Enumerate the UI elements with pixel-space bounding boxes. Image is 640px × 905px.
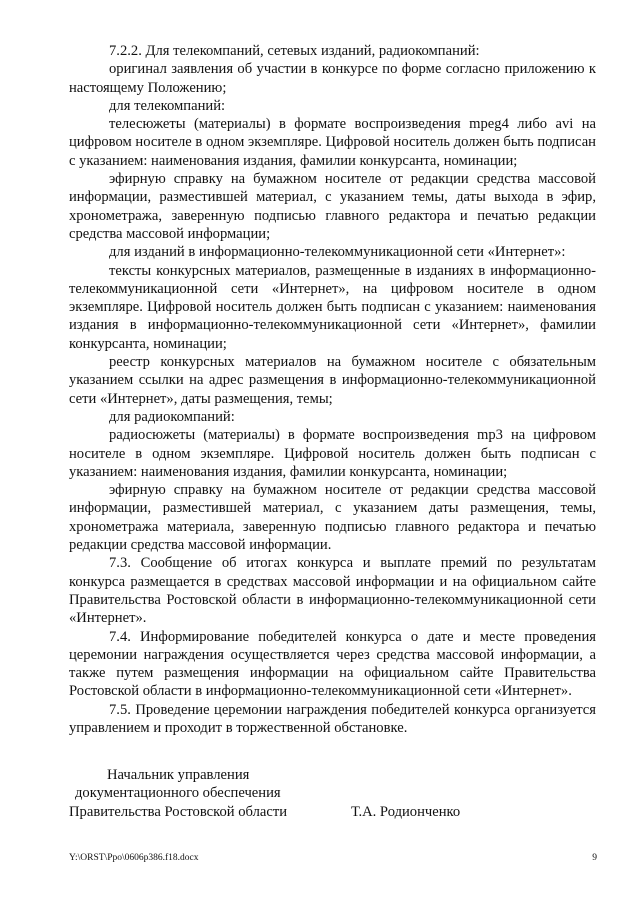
paragraph-radio-materials: радиосюжеты (материалы) в формате воспроизведения mp3 на цифровом носителе в одном экземпляре. Цифровой носитель должен быть подписан с указанием: наименования издания, фамилии конкурсанта, номинации; [69, 427, 596, 480]
paragraph-7-2-2-heading: 7.2.2. Для телекомпаний, сетевых изданий, радиокомпаний: [109, 43, 480, 59]
page-footer [69, 852, 597, 864]
footer-file-path: Y:\ORST\Ppo\0606p386.f18.docx [69, 853, 199, 863]
signature-organization: Правительства Ростовской области [69, 803, 288, 820]
paragraph-internet-registry: реестр конкурсных материалов на бумажном носителе с обязательным указанием ссылки на адрес размещения в информационно-телекоммуникационной сети «Интернет», даты размещения, темы; [69, 354, 596, 407]
paragraph-tv-heading: для телекомпаний: [109, 97, 226, 114]
paragraph-7-5: 7.5. Проведение церемонии награждения победителей конкурса организуется управлением и проходит в торжественной обстановке. [69, 701, 596, 736]
paragraph-tv-broadcast-certificate: эфирную справку на бумажном носителе от редакции средства массовой информации, разместившей материал, с указанием темы, даты выхода в эфир, хронометража, заверенную подписью главного редактора и печатью редакции средства массовой информации; [69, 171, 596, 242]
paragraph-radio-heading: для радиокомпаний: [109, 408, 235, 425]
signature-title-line-1: Начальник управления [107, 767, 250, 783]
paragraph-7-3: 7.3. Сообщение об итогах конкурса и выплате премий по результатам конкурса размещается в средствах массовой информации и на официальном сайте Правительства Ростовской области в информационно-телекоммуникационной сети «Интернет». [69, 555, 596, 627]
paragraph-7-4: 7.4. Информирование победителей конкурса о дате и месте проведения церемонии награждения осуществляется через средства массовой информации, а также путем размещения информации на официальном сайте Правительства Ростовской области в информационно-телекоммуникационной сети «Интернет». [69, 628, 596, 700]
page-number: 9 [592, 853, 597, 863]
paragraph-internet-heading: для изданий в информационно-телекоммуникационной сети «Интернет»: [109, 244, 566, 261]
paragraph-tv-materials: телесюжеты (материалы) в формате воспроизведения mpeg4 либо avi на цифровом носителе в одном экземпляре. Цифровой носитель должен быть подписан с указанием: наименования издания, фамилии конкурсанта, номинации; [69, 116, 596, 169]
paragraph-radio-broadcast-certificate: эфирную справку на бумажном носителе от редакции средства массовой информации, разместившей материал, с указанием даты размещения, темы, хронометража материала, заверенную подписью главного редактора и печатью редакции средства массовой информации. [69, 482, 596, 554]
signature-title-line-2: документационного обеспечения [75, 785, 281, 802]
signatory-name: Т.А. Родионченко [351, 803, 461, 820]
signature-title-line-3 [69, 803, 596, 821]
signature-block [69, 766, 596, 821]
document-body [69, 42, 596, 737]
paragraph-application-original: оригинал заявления об участии в конкурсе по форме согласно приложению к настоящему Положению; [69, 61, 596, 96]
paragraph-internet-texts: тексты конкурсных материалов, размещенные в изданиях в информационно-телекоммуникационной сети «Интернет», на цифровом носителе в одном экземпляре. Цифровой носитель должен быть подписан с указанием: наименования издания в информационно-телекоммуникационной сети «Интернет», фамилии конкурсанта, номинации; [69, 262, 596, 352]
